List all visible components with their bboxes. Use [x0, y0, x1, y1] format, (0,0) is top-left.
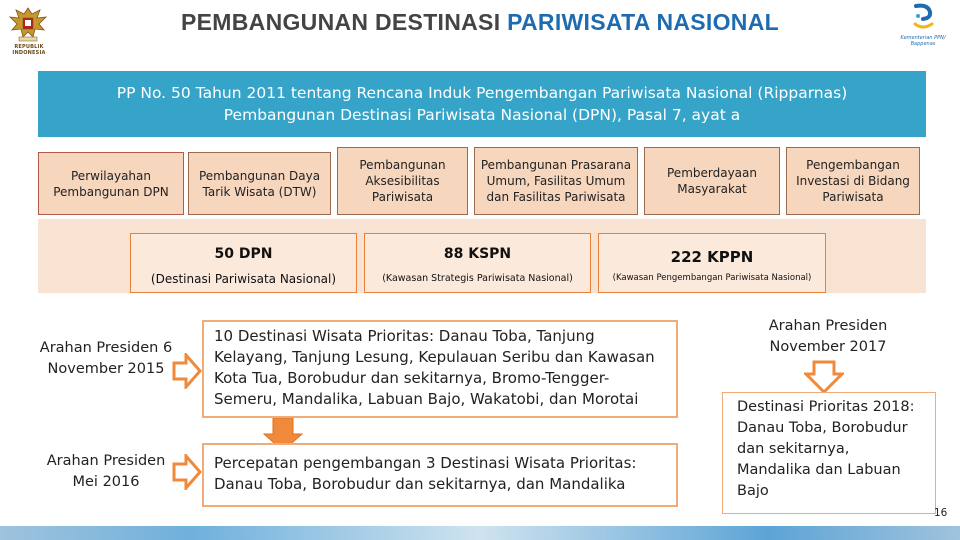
- right-arrow-icon: [172, 353, 202, 389]
- target-kppn: [598, 233, 826, 293]
- pillar-label: Pembangunan Daya Tarik Wisata (DTW): [198, 168, 321, 199]
- acceleration-panel: Percepatan pengembangan 3 Destinasi Wisata Prioritas: Danau Toba, Borobudur dan sekitarnya, dan Mandalika: [202, 443, 678, 507]
- pillar-investasi: [786, 147, 920, 215]
- regulation-banner: [38, 71, 926, 137]
- pillar-daya-tarik: [188, 152, 331, 215]
- title-part-2: PARIWISATA NASIONAL: [507, 9, 779, 35]
- target-dpn: [130, 233, 357, 293]
- emblem-caption: REPUBLIK INDONESIA: [12, 44, 46, 56]
- target-description: (Kawasan Pengembangan Pariwisata Nasional): [612, 273, 812, 283]
- bappenas-logo-icon: [910, 2, 936, 32]
- pillar-aksesibilitas: [337, 147, 468, 215]
- page-number: 16: [934, 507, 948, 519]
- priority-destinations-2018: Destinasi Prioritas 2018: Danau Toba, Borobudur dan sekitarnya, Mandalika dan Labuan Bajo: [722, 392, 936, 514]
- right-arrow-icon: [172, 454, 202, 490]
- pillar-label: Pemberdayaan Masyarakat: [667, 166, 757, 196]
- target-description: (Destinasi Pariwisata Nasional): [150, 272, 337, 286]
- page-title: [0, 9, 960, 36]
- title-part-1: PEMBANGUNAN DESTINASI: [181, 9, 508, 35]
- pillar-label: Pembangunan Aksesibilitas Pariwisata: [359, 158, 446, 204]
- pillar-label: Perwilayahan Pembangunan DPN: [53, 168, 169, 199]
- target-kspn: [364, 233, 591, 293]
- target-description: (Kawasan Strategis Pariwisata Nasional): [382, 273, 573, 284]
- directive-nov-2017: Arahan Presiden November 2017: [768, 318, 888, 355]
- target-count: 88 KSPN: [443, 246, 512, 262]
- pillar-prasarana: [474, 147, 638, 215]
- down-arrow-icon: [804, 360, 844, 394]
- pillar-label: Pembangunan Prasarana Umum, Fasilitas Umum dan Fasilitas Pariwisata: [480, 158, 632, 204]
- banner-line-2: Pembangunan Destinasi Pariwisata Nasional (DPN), Pasal 7, ayat a: [223, 106, 741, 124]
- directive-may-2016: Arahan Presiden Mei 2016: [46, 453, 166, 490]
- directive-nov-2015: Arahan Presiden 6 November 2015: [39, 340, 173, 377]
- footer-bar: [0, 526, 960, 540]
- pillar-perwilayahan: [38, 152, 184, 215]
- target-count: 50 DPN: [214, 246, 273, 262]
- priority-destinations-panel: 10 Destinasi Wisata Prioritas: Danau Toba, Tanjung Kelayang, Tanjung Lesung, Kepulauan Seribu dan Kawasan Kota Tua, Borobudur dan sekitarnya, Bromo-Tengger-Semeru, Mandalika, Labuan Bajo, Wakatobi, dan Morotai: [202, 320, 678, 418]
- target-count: 222 KPPN: [670, 248, 754, 266]
- pillar-label: Pengembangan Investasi di Bidang Pariwisata: [796, 158, 910, 204]
- pillar-pemberdayaan: [644, 147, 780, 215]
- banner-line-1: PP No. 50 Tahun 2011 tentang Rencana Induk Pengembangan Pariwisata Nasional (Ripparnas): [116, 84, 848, 102]
- ministry-caption: Kementerian PPN/ Bappenas: [900, 35, 946, 47]
